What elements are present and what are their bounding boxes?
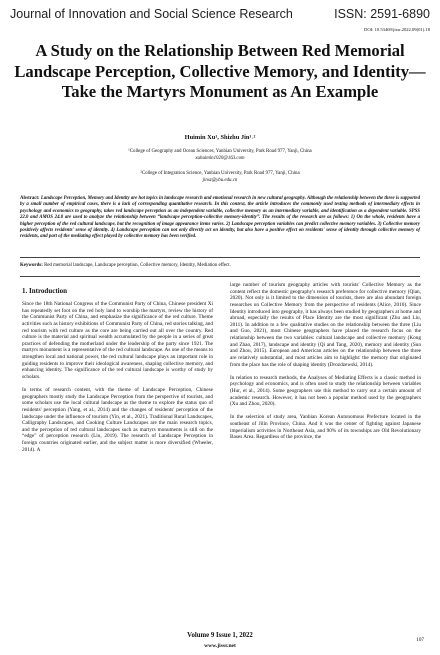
keywords	[20, 263, 420, 269]
affiliation-2-line: ²College of Integration Science, Yanbian University, Park Road 977, Yanji, China	[140, 171, 300, 176]
paragraph: In relation to research methods, the Analyses of Mediating Effects is a classic method in psychology and economics, and is often used to study the relationship between variables (Hur, et al., 2014). Some geographers use this method to carry out a certain amount of academic research. However, it has not been a popular method used by the geographers (Xu and Zhou, 2020).	[230, 374, 421, 408]
footer-volume: Volume 9 Issue 1, 2022	[187, 632, 253, 639]
abstract-text: Landscape Perception, Memory and Identity are hot topics in landscape research and emotional research in new cultural geography. Although the relationship between the three is supported by a small number of empirical cases, there is a lack of corresponding quantitative research. In this context, the article introduces the commonly used testing methods of intermediary effects in psychology and economics to geography, takes red landscape perception as an independent variable, collective memory as an intermediary variable, and identification as a dependent variable. SPSS 22.0 and AMOS 24.0 are used to analyze the relationship between “landscape perception-collective memory-identity”. The results of the research are as follows: 1) On the whole, residents have a higher perception of the red cultural landscape, but the recognition of image appearance items varies. 2) Landscape perception variables can predict collective memory variables. 3) Collective memory positively affects residents' sense of identity. 4) Landscape perception can not only directly act on identity, but also have a positive effect on residents' sense of identity through collective memory of residents, and part of the mediating effect played by collective memory has been verified.	[20, 196, 420, 240]
issn: ISSN: 2591-6890	[334, 7, 430, 21]
authors: Huimin Xu¹, Shizhu Jin¹˒²	[184, 134, 256, 141]
affiliation-1-line: ¹College of Geography and Ocean Sciences, Yanbian University, Park Road 977, Yanji, China	[128, 149, 312, 154]
affiliation-2	[0, 171, 440, 184]
divider-bottom	[20, 276, 420, 277]
page-number: 107	[416, 637, 424, 643]
abstract-label: Abstract:	[20, 196, 40, 201]
paragraph: In the selection of study area, Yanbian Korean Autonomous Prefecture located in the southeast of Jilin Province, China. And it was the center of fighting against Japanese imperialism activities in Northeast Asia, and 90% of its townships are Old Revolutionary Bases Area. Regardless of the province, the	[230, 414, 421, 441]
right-column	[230, 282, 421, 447]
paper-title: A Study on the Relationship Between Red Memorial Landscape Perception, Collective Memory, and Identity—Take the Martyrs Monument as An Example	[14, 41, 426, 101]
keywords-text: Red memorial landscape, Landscape perception, Collective memory, Identity, Mediation effect.	[44, 263, 231, 268]
paragraph: Since the 18th National Congress of the Communist Party of China, Chinese president Xi has repeatedly set foot on the red holy land to worship the martyrs, review the history of the Communist Party of China, and emphasize the significance of the red culture. Theme activities such as history exhibitions of Communist Party of China, red stories talking, and red tourism with red culture as the core are being carried out all over the country. Red culture is the material and spiritual wealth accumulated by the people in a series of great practices of defending the motherland under the leadership of the party since 1921. The martyrs monument is a representative of the red cultural landscape. As one of the means to strengthen local and national power, the red cultural landscape plays an important role in guiding residents to improve their ideological awareness, shaping collective memory, and enhancing identity. The significance of the red cultural landscape is worthy of study by scholars.	[22, 301, 213, 380]
section-heading-introduction: 1. Introduction	[22, 287, 67, 295]
keywords-label: Keywords:	[20, 263, 43, 268]
divider-top	[20, 257, 420, 258]
left-column	[22, 301, 213, 460]
affiliation-1-email[interactable]: xuhuimin1020@163.com	[195, 155, 245, 161]
abstract	[20, 196, 420, 241]
journal-header	[10, 7, 430, 25]
doi[interactable]: DOI: 10.53469/jissr.2022.09(01).18	[364, 27, 430, 32]
paragraph: In terms of research content, with the theme of Landscape Perception, Chinese geographers mostly study the Landscape Perception from the perspective of tourists, and some scholars use the local cultural landscape as the theme to explore the status quo of residents' perception (Yang, et al., 2014) and the changes of residents' perception of the landscape under the influence of tourism (Yin, et al., 2021). Traditional Rural Landscapes, Calligraphy Landscapes, and Cooking Culture Landscapes are the main research topics, and the perception of red cultural landscapes such as martyrs monuments is still on the “edge” of perception research (Liu, 2019). The research of Landscape Perception in foreign countries originated earlier, and the subject matter is more diversified (Wheeler, 2014). A	[22, 387, 213, 453]
affiliation-2-email[interactable]: jinsz@ybu.edu.cn	[202, 177, 238, 183]
paragraph: large number of tourism geography articles with tourists' Collective Memory as the content reflect the domestic geography's research preference for collective memory (Qian, 2020). Not only is it limited to the dimension of tourists, there are also abundant foreign researches on Collective Memory from the perspective of residents (Alice, 2010). Since Identity introduced into geography, it has always been studied by geographers at home and abroad, especially the results of Place Identity are the most significant (Zhu and Liu, 2011). In addition to a few qualitative studies on the relationship between the three (Liu and Guo, 2021), most Chinese geographers have placed the research focus on the relationship between the two variables: cultural landscape and collective memory (Kong and Zhao, 2017), landscape and identity (Qi and Tang, 2020), memory and identity (Sun and Zhou, 2015). European and American articles on the relationship between the three are relatively substantial, and most articles aim to highlight: the memory that originated from the place has the role of shaping identity (Drozdzewski, 2014).	[230, 282, 421, 368]
journal-name: Journal of Innovation and Social Science Research	[10, 7, 293, 21]
affiliation-1	[0, 149, 440, 162]
footer-url[interactable]: www.jissr.net	[204, 643, 236, 649]
